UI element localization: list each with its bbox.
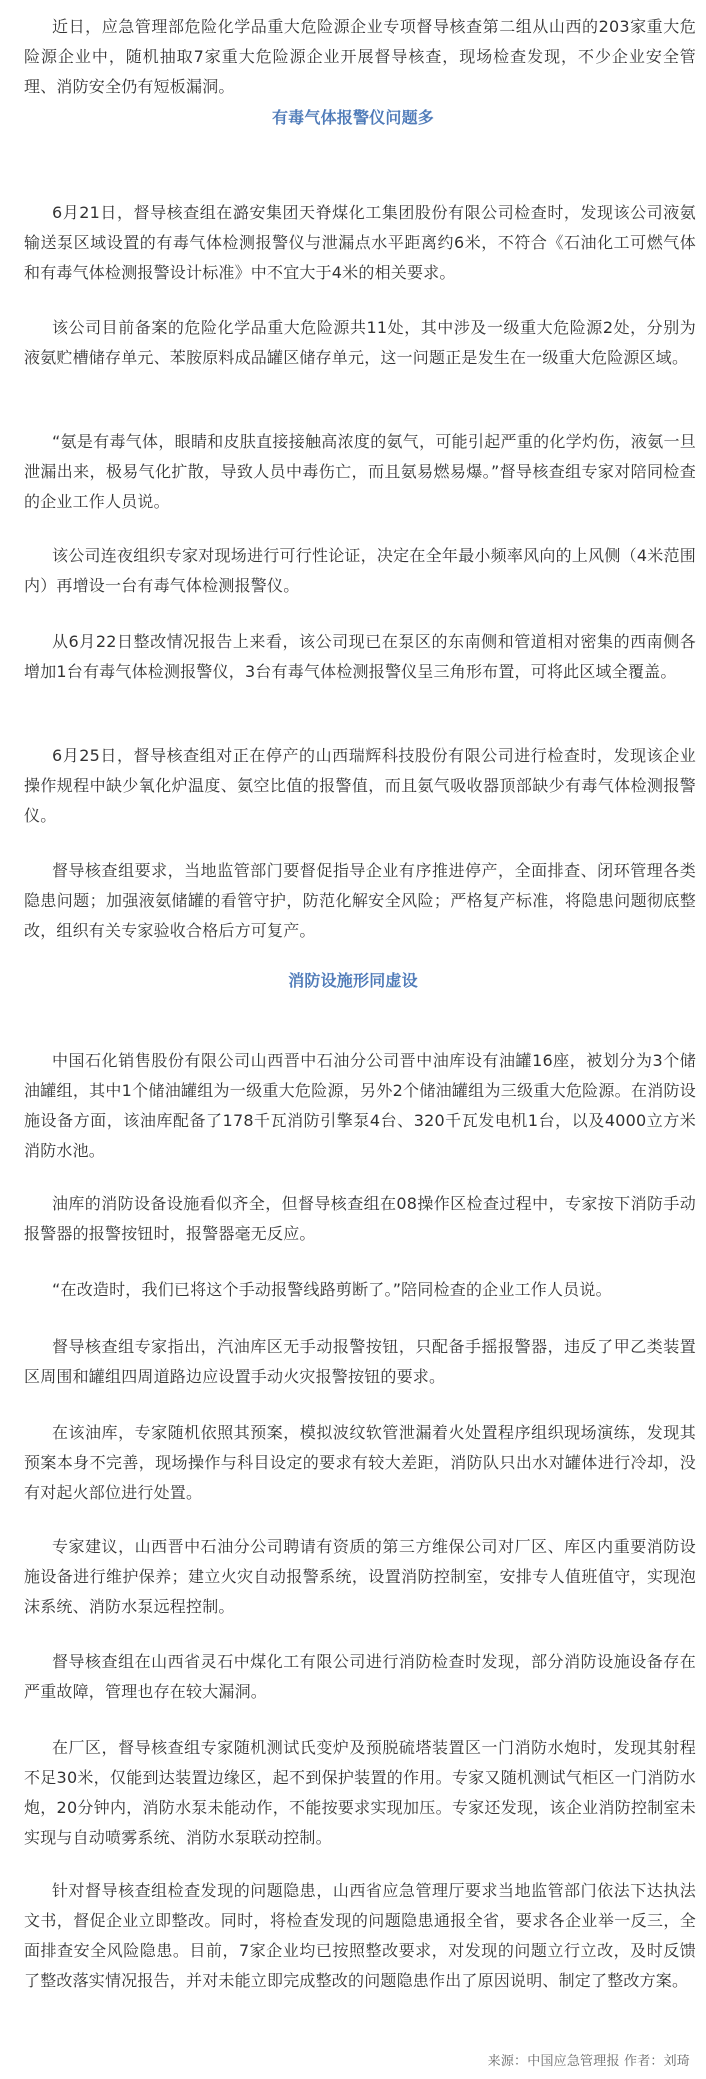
paragraph: 该公司连夜组织专家对现场进行可行性论证，决定在全年最小频率风向的上风侧（4米范围内）再增设一台有毒气体检测报警仪。 xyxy=(24,546,696,595)
paragraph: 在厂区，督导核查组专家随机测试氏变炉及预脱硫塔装置区一门消防水炮时，发现其射程不足30米，仅能到达装置边缘区，起不到保护装置的作用。专家又随机测试气柜区一门消防水炮，20分钟内，消防水泵未能动作，不能按要求实现加压。专家还发现，该企业消防控制室未实现与自动喷雾系统、消防水泵联动控制。 xyxy=(24,1738,696,1847)
paragraph-intro: 近日，应急管理部危险化学品重大危险源企业专项督导核查第二组从山西的203家重大危险源企业中，随机抽取7家重大危险源企业开展督导核查，现场检查发现，不少企业安全管理、消防安全仍有短板漏洞。 xyxy=(24,17,696,96)
paragraph: 该公司目前备案的危险化学品重大危险源共11处，其中涉及一级重大危险源2处，分别为液氨贮槽储存单元、苯胺原料成品罐区储存单元，这一问题正是发生在一级重大危险源区域。 xyxy=(24,318,696,367)
paragraph: 从6月22日整改情况报告上来看，该公司现已在泵区的东南侧和管道相对密集的西南侧各增加1台有毒气体检测报警仪，3台有毒气体检测报警仪呈三角形布置，可将此区域全覆盖。 xyxy=(24,632,696,681)
paragraph: 督导核查组在山西省灵石中煤化工有限公司进行消防检查时发现，部分消防设施设备存在严重故障，管理也存在较大漏洞。 xyxy=(24,1652,696,1701)
paragraph: 针对督导核查组检查发现的问题隐患，山西省应急管理厅要求当地监管部门依法下达执法文书，督促企业立即整改。同时，将检查发现的问题隐患通报全省，要求各企业举一反三，全面排查安全风险隐患。目前，7家企业均已按照整改要求，对发现的问题立行立改，及时反馈了整改落实情况报告，并对未能立即完成整改的问题隐患作出了原因说明、制定了整改方案。 xyxy=(24,1881,696,1990)
paragraph: “氨是有毒气体，眼睛和皮肤直接接触高浓度的氨气，可能引起严重的化学灼伤，液氨一旦泄漏出来，极易气化扩散，导致人员中毒伤亡，而且氨易燃易爆。”督导核查组专家对陪同检查的企业工作人员说。 xyxy=(24,432,696,511)
paragraph: 督导核查组要求，当地监管部门要督促指导企业有序推进停产，全面排查、闭环管理各类隐患问题；加强液氨储罐的看管守护，防范化解安全风险；严格复产标准，将隐患问题彻底整改，组织有关专家验收合格后方可复产。 xyxy=(24,861,696,940)
source-credit: 来源：中国应急管理报 作者：刘琦 xyxy=(487,2054,690,2069)
section-heading-toxic-gas: 有毒气体报警仪问题多 xyxy=(271,108,434,127)
paragraph: 6月25日，督导核查组对正在停产的山西瑞辉科技股份有限公司进行检查时，发现该企业操作规程中缺少氧化炉温度、氨空比值的报警值，而且氨气吸收器顶部缺少有毒气体检测报警仪。 xyxy=(24,746,696,825)
paragraph: 6月21日，督导核查组在潞安集团天脊煤化工集团股份有限公司检查时，发现该公司液氨输送泵区域设置的有毒气体检测报警仪与泄漏点水平距离约6米，不符合《石油化工可燃气体和有毒气体检测报警设计标准》中不宜大于4米的相关要求。 xyxy=(24,203,696,282)
paragraph: 督导核查组专家指出，汽油库区无手动报警按钮，只配备手摇报警器，违反了甲乙类装置区周围和罐组四周道路边应设置手动火灾报警按钮的要求。 xyxy=(24,1337,696,1386)
paragraph: 专家建议，山西晋中石油分公司聘请有资质的第三方维保公司对厂区、库区内重要消防设施设备进行维护保养；建立火灾自动报警系统，设置消防控制室，安排专人值班值守，实现泡沫系统、消防水泵远程控制。 xyxy=(24,1537,696,1616)
paragraph: 中国石化销售股份有限公司山西晋中石油分公司晋中油库设有油罐16座，被划分为3个储油罐组，其中1个储油罐组为一级重大危险源，另外2个储油罐组为三级重大危险源。在消防设施设备方面，该油库配备了178千瓦消防引擎泵4台、320千瓦发电机1台，以及4000立方米消防水池。 xyxy=(24,1051,696,1160)
paragraph: 在该油库，专家随机依照其预案，模拟波纹软管泄漏着火处置程序组织现场演练，发现其预案本身不完善，现场操作与科目设定的要求有较大差距，消防队只出水对罐体进行冷却，没有对起火部位进行处置。 xyxy=(24,1423,696,1502)
paragraph: “在改造时，我们已将这个手动报警线路剪断了。”陪同检查的企业工作人员说。 xyxy=(52,1280,612,1299)
paragraph: 油库的消防设备设施看似齐全，但督导核查组在08操作区检查过程中，专家按下消防手动报警器的报警按钮时，报警器毫无反应。 xyxy=(24,1194,696,1243)
section-heading-fire-facilities: 消防设施形同虚设 xyxy=(288,971,418,990)
